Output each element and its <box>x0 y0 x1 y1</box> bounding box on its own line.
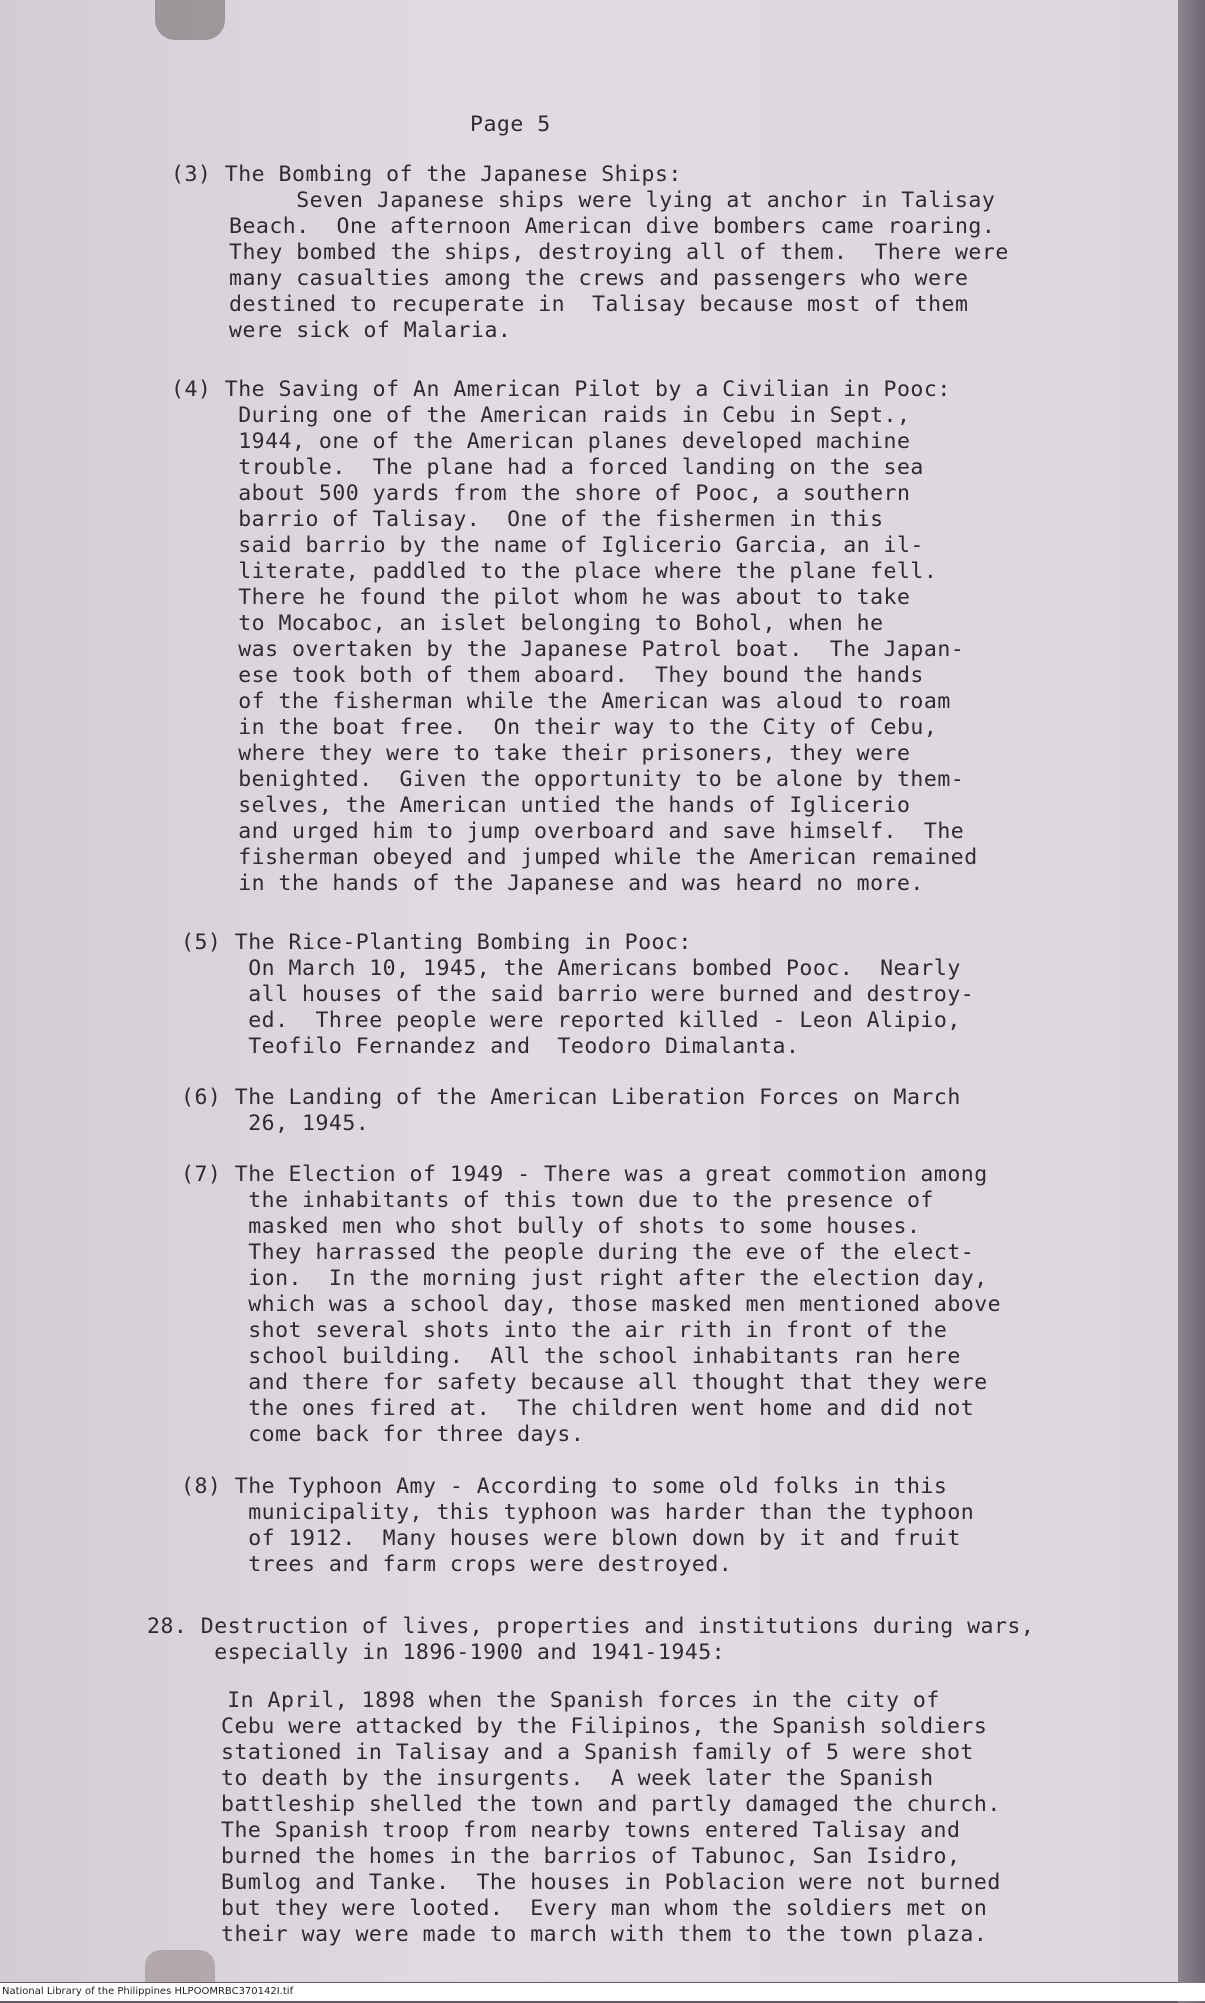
text-line: were sick of Malaria. <box>229 318 512 343</box>
text-line: especially in 1896-1900 and 1941-1945: <box>147 1640 726 1665</box>
text-line: Seven Japanese ships were lying at anchor in Talisay <box>229 188 996 213</box>
text-line: literate, paddled to the place where the plane fell. <box>171 559 938 584</box>
text-line: ese took both of them aboard. They bound the hands <box>171 663 924 688</box>
text-line: battleship shelled the town and partly damaged the church. <box>221 1792 1001 1817</box>
text-line: There he found the pilot whom he was about to take <box>171 585 911 610</box>
text-line: Bumlog and Tanke. The houses in Poblacion were not burned <box>221 1870 1001 1895</box>
text-line: stationed in Talisay and a Spanish family of 5 were shot <box>221 1740 974 1765</box>
text-line: municipality, this typhoon was harder than the typhoon <box>181 1500 975 1525</box>
text-line: 26, 1945. <box>181 1111 370 1136</box>
text-line: 1944, one of the American planes developed machine <box>171 429 911 454</box>
text-line: trouble. The plane had a forced landing on the sea <box>171 455 924 480</box>
text-line: On March 10, 1945, the Americans bombed Pooc. Nearly <box>181 956 961 981</box>
text-line: In April, 1898 when the Spanish forces in the city of <box>160 1688 940 1713</box>
text-line: 28. Destruction of lives, properties and institutions during wars, <box>147 1614 1035 1639</box>
text-line: and there for safety because all thought that they were <box>181 1370 988 1395</box>
text-line: (5) The Rice-Planting Bombing in Pooc: <box>181 930 692 955</box>
text-line: shot several shots into the air rith in front of the <box>181 1318 948 1343</box>
text-line: in the boat free. On their way to the City of Cebu, <box>171 715 938 740</box>
text-line: which was a school day, those masked men mentioned above <box>181 1292 1002 1317</box>
text-line: (4) The Saving of An American Pilot by a Civilian in Pooc: <box>171 377 951 402</box>
text-line: (3) The Bombing of the Japanese Ships: <box>171 162 682 187</box>
text-line: of 1912. Many houses were blown down by it and fruit <box>181 1526 961 1551</box>
text-line: of the fisherman while the American was aloud to roam <box>171 689 951 714</box>
text-line: come back for three days. <box>181 1422 585 1447</box>
text-line: but they were looted. Every man whom the soldiers met on <box>221 1896 988 1921</box>
text-line: said barrio by the name of Iglicerio Garcia, an il- <box>171 533 924 558</box>
text-line: They harrassed the people during the eve of the elect- <box>181 1240 975 1265</box>
text-line: about 500 yards from the shore of Pooc, a southern <box>171 481 911 506</box>
text-line: During one of the American raids in Cebu in Sept., <box>171 403 911 428</box>
text-line: where they were to take their prisoners, they were <box>171 741 911 766</box>
text-line: was overtaken by the Japanese Patrol boat. The Japan- <box>171 637 965 662</box>
text-line: Beach. One afternoon American dive bombers came roaring. <box>229 214 996 239</box>
text-line: many casualties among the crews and passengers who were <box>229 266 969 291</box>
text-line: The Spanish troop from nearby towns entered Talisay and <box>221 1818 961 1843</box>
text-line: the ones fired at. The children went home and did not <box>181 1396 975 1421</box>
text-line: They bombed the ships, destroying all of them. There were <box>229 240 1009 265</box>
text-line: their way were made to march with them to the town plaza. <box>221 1922 988 1947</box>
text-line: (8) The Typhoon Amy - According to some old folks in this <box>181 1474 948 1499</box>
text-line: destined to recuperate in Talisay because most of them <box>229 292 969 317</box>
text-line: barrio of Talisay. One of the fishermen in this <box>171 507 884 532</box>
text-line: ion. In the morning just right after the election day, <box>181 1266 988 1291</box>
page-header: Page 5 <box>470 112 551 137</box>
text-line: and urged him to jump overboard and save himself. The <box>171 819 965 844</box>
text-line: trees and farm crops were destroyed. <box>181 1552 733 1577</box>
text-line: selves, the American untied the hands of Iglicerio <box>171 793 911 818</box>
text-line: in the hands of the Japanese and was heard no more. <box>171 871 924 896</box>
text-line: (7) The Election of 1949 - There was a great commotion among <box>181 1162 988 1187</box>
text-line: ed. Three people were reported killed - Leon Alipio, <box>181 1008 961 1033</box>
text-line: burned the homes in the barrios of Tabunoc, San Isidro, <box>221 1844 961 1869</box>
text-line: school building. All the school inhabitants ran here <box>181 1344 961 1369</box>
text-line: all houses of the said barrio were burned and destroy- <box>181 982 975 1007</box>
text-line: masked men who shot bully of shots to some houses. <box>181 1214 921 1239</box>
page-edge-shadow <box>1178 0 1205 2003</box>
paper-stain <box>145 1950 215 1982</box>
text-line: benighted. Given the opportunity to be alone by them- <box>171 767 965 792</box>
text-line: the inhabitants of this town due to the presence of <box>181 1188 934 1213</box>
text-line: to death by the insurgents. A week later the Spanish <box>221 1766 934 1791</box>
text-line: (6) The Landing of the American Liberation Forces on March <box>181 1085 961 1110</box>
archive-footer: National Library of the Philippines HLPOOMRBC370142I.tif <box>0 1983 1205 2001</box>
text-line: to Mocaboc, an islet belonging to Bohol, when he <box>171 611 884 636</box>
text-line: Cebu were attacked by the Filipinos, the Spanish soldiers <box>221 1714 988 1739</box>
text-line: fisherman obeyed and jumped while the American remained <box>171 845 978 870</box>
text-line: Teofilo Fernandez and Teodoro Dimalanta. <box>181 1034 800 1059</box>
